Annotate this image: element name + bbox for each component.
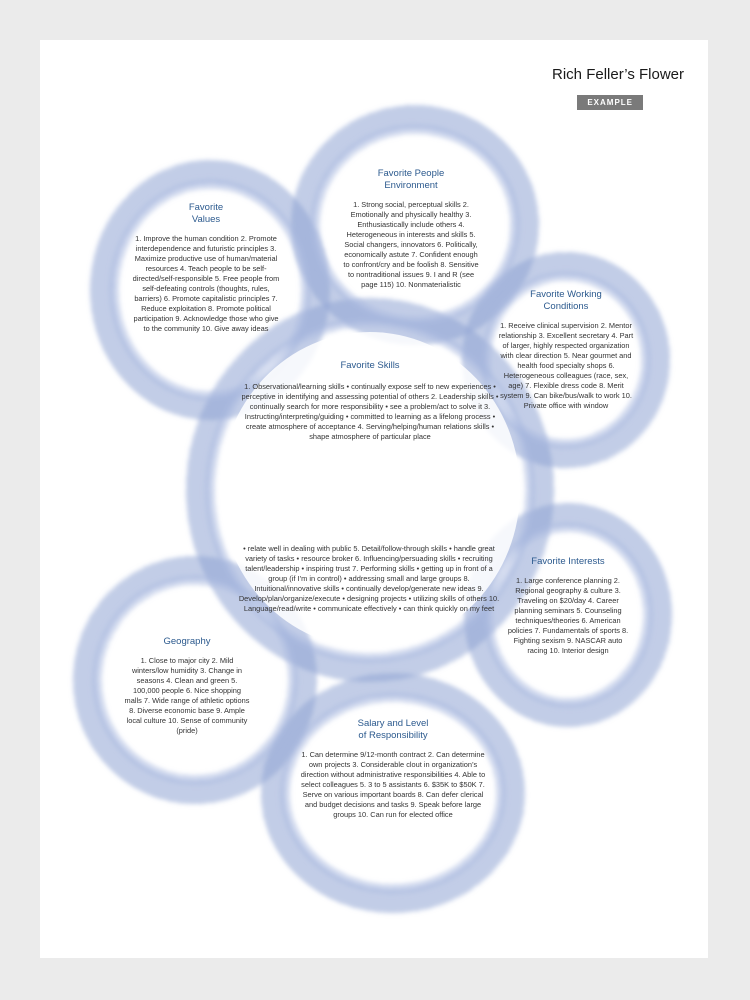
petal-values	[130, 202, 282, 334]
petal-heading	[130, 202, 282, 226]
petal-geography	[124, 636, 250, 736]
page-title: Rich Feller’s Flower	[552, 66, 684, 83]
petal-heading	[300, 718, 486, 742]
heading-line: Favorite People	[377, 168, 445, 179]
petal-heading	[338, 168, 484, 192]
petal-body: 1. Close to major city 2. Mild winters/low humidity 3. Change in seasons 4. Clean and green 5. 100,000 people 6. Nice shopping malls 7. Wide range of athletic options 8. Diverse economic base 9. Ample local culture 10. Sense of community (pride)	[124, 656, 250, 735]
heading-line: Favorite Working	[530, 289, 602, 300]
petal-body: 1. Strong social, perceptual skills 2. Emotionally and physically healthy 3. Enthusiastically include others 4. Heterogeneous in interests and skills 5. Social changers, innovators 6. Politically, economically astute 7. Confident enough to confront/cry and be foolish 8. Sensitive to nontraditional issues 9. I and R (see page 115) 10. Nonmaterialistic	[343, 200, 479, 289]
petal-body: 1. Large conference planning 2. Regional geography & culture 3. Traveling on $20/day 4. Career planning seminars 5. Counseling techniques/theories 6. American policies 7. Fundamentals of sports 8. Fighting sexism 9. NASCAR auto racing 10. Interior design	[507, 576, 629, 655]
petal-body: 1. Receive clinical supervision 2. Mentor relationship 3. Excellent secretary 4. Part of larger, highly respected organization with clear direction 5. Near gourmet and health food specialty shops 6. Heterogeneous colleagues (race, sex, age) 7. Flexible dress code 8. Merit system 9. Can bike/bus/walk to work 10. Private office with window	[498, 321, 634, 410]
heading-line: Environment	[384, 180, 438, 191]
petal-working-conditions	[496, 289, 636, 411]
petal-salary	[300, 718, 486, 820]
petal-interests	[504, 556, 632, 656]
petal-heading: Favorite Interests	[531, 556, 605, 567]
heading-line: Values	[191, 214, 221, 225]
petal-heading	[496, 289, 636, 313]
heading-line: Salary and Level	[357, 718, 429, 729]
petal-body: 1. Can determine 9/12-month contract 2. Can determine own projects 3. Considerable clout in organization’s direction without administrative responsibilities 4. Able to select colleagues 5. 3 to 5 assistants 6. $35K to $50K 7. Serve on various important boards 8. Can defer clerical and budget decisions and tasks 9. Speak before large groups 10. Can run for elected office	[300, 750, 486, 819]
petal-body: 1. Improve the human condition 2. Promote interdependence and futuristic principles 3. Maximize productive use of human/material resources 4. Teach people to be self-directed/self-responsible 5. Free people from self-defeating controls (thoughts, rules, barriers) 6. Promote capitalistic principles 7. Reduce exploitation 8. Promote political participation 9. Acknowledge those who give to the community 10. Give away ideas	[132, 234, 280, 333]
petal-skills-continued	[238, 544, 500, 614]
petal-skills	[238, 360, 502, 442]
heading-line: Conditions	[543, 301, 589, 312]
petal-heading: Favorite Skills	[340, 360, 400, 371]
heading-line: Favorite	[188, 202, 224, 213]
example-badge: EXAMPLE	[577, 95, 643, 110]
petal-body: • relate well in dealing with public 5. Detail/follow-through skills • handle great variety of tasks • resource broker 6. Influencing/persuading skills • recruiting talent/leadership • inspiring trust 7. Performing skills • getting up in front of a group (if I’m in control) • addressing small and large groups 8. Intuitional/innovative skills • continually develop/generate new ideas 9. Develop/plan/organize/execute • designing projects • utilizing skills of others 10. Language/read/write • communicate effectively • can think quickly on my feet	[238, 544, 500, 613]
heading-line: of Responsibility	[358, 730, 428, 741]
petal-people-environment	[338, 168, 484, 290]
petal-heading: Geography	[163, 636, 211, 647]
petal-body: 1. Observational/learning skills • continually expose self to new experiences • perceptive in identifying and assessing potential of others 2. Leadership skills • continually search for more responsibility • see a problem/act to solve it 3. Instructing/interpreting/guiding • committed to learning as a lifelong process • create atmosphere of acceptance 4. Serving/helping/human relations skills • shape atmosphere of particular place	[241, 382, 499, 441]
